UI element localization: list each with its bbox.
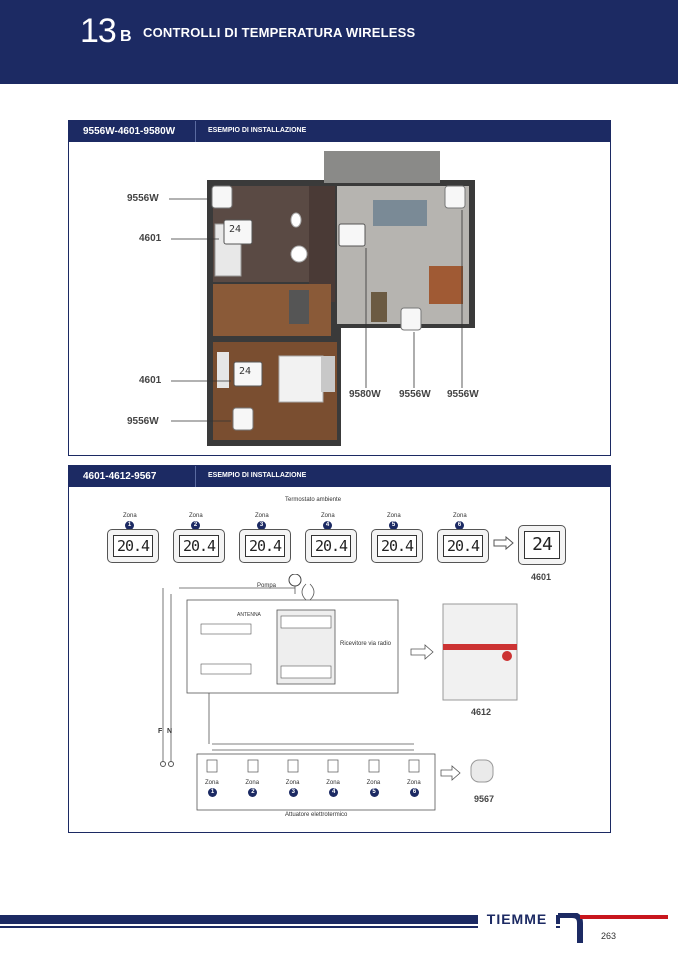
floor-plan-illustration: [69, 142, 610, 454]
actuator-zone-badge: 1: [208, 788, 217, 797]
chapter-letter: B: [120, 28, 132, 45]
label-4601-top: 4601: [139, 233, 162, 244]
zone-thermostat-display: 20.4: [443, 535, 483, 557]
zone-badge: 6: [455, 521, 464, 530]
label-4612: 4612: [471, 707, 492, 717]
floor-display-1: 24: [229, 224, 242, 235]
arrow-right-icon: [493, 536, 515, 550]
zone-label: Zona: [123, 513, 137, 519]
zone-badge: 2: [191, 521, 200, 530]
panel-2-code: 4601-4612-9567: [83, 471, 157, 482]
zone-badge: 5: [389, 521, 398, 530]
label-9556w-bottom: 9556W: [127, 416, 159, 427]
floor-display-2: 24: [239, 366, 252, 377]
brand-logo: TIEMME: [478, 911, 556, 928]
label-4601: 4601: [531, 572, 552, 582]
actuator-caption: Attuatore elettrotermico: [285, 812, 348, 818]
label-9556w-top: 9556W: [127, 193, 159, 204]
actuator-zone-badge: 2: [248, 788, 257, 797]
actuator-zone-label: Zona: [326, 780, 340, 786]
installation-panel-1: [68, 120, 611, 456]
zone-thermostat-display: 20.4: [311, 535, 351, 557]
chapter-number: 13: [80, 12, 116, 50]
panel-1-subtitle: ESEMPIO DI INSTALLAZIONE: [208, 127, 307, 134]
actuator-zone-label: Zona: [245, 780, 260, 786]
actuator-zone-badge: 3: [289, 788, 298, 797]
pump-label: Pompa: [257, 583, 277, 589]
label-n: N: [167, 728, 173, 735]
thermostat-4601: [518, 525, 566, 565]
label-9556w-center: 9556W: [399, 389, 431, 400]
zone-label: Zona: [255, 513, 269, 519]
zone-thermostat: [107, 529, 159, 563]
header-bar: [0, 0, 678, 84]
zone-thermostat: [371, 529, 423, 563]
zone-thermostat-display: 20.4: [377, 535, 417, 557]
thermostat-caption: Termostato ambiente: [285, 497, 342, 503]
zone-thermostat: [305, 529, 357, 563]
zone-badge: 3: [257, 521, 266, 530]
thermostat-4601-display: 24: [524, 531, 560, 559]
panel-1-code: 9556W-4601-9580W: [83, 126, 176, 137]
footer-line: [0, 926, 560, 928]
page-number: 263: [601, 931, 617, 941]
label-4601-bottom: 4601: [139, 375, 162, 386]
label-9580w: 9580W: [349, 389, 381, 400]
actuator-zone-badge: 4: [329, 788, 338, 797]
zone-label: Zona: [189, 513, 203, 519]
receiver-label: Ricevitore via radio: [340, 641, 392, 647]
wiring-diagram: [69, 574, 610, 824]
label-f: F: [158, 728, 163, 735]
zone-label: Zona: [453, 513, 467, 519]
panel-2-subtitle: ESEMPIO DI INSTALLAZIONE: [208, 472, 307, 479]
actuator-zone-label: Zona: [285, 780, 300, 786]
zone-thermostat: [173, 529, 225, 563]
actuator-zone-label: Zona: [366, 780, 381, 786]
installation-panel-2: [68, 465, 611, 833]
panel-1-header: [69, 121, 610, 142]
zone-thermostat-display: 20.4: [113, 535, 153, 557]
zone-badge: 4: [323, 521, 332, 530]
label-9556w-right: 9556W: [447, 389, 479, 400]
antenna-label: ANTENNA: [237, 612, 261, 618]
zone-thermostat: [239, 529, 291, 563]
panel-1-separator: [195, 121, 196, 142]
actuator-zone-badge: 5: [370, 788, 379, 797]
chapter-title: CONTROLLI DI TEMPERATURA WIRELESS: [143, 25, 416, 40]
panel-2-header: [69, 466, 610, 487]
label-9567: 9567: [474, 794, 495, 804]
panel-2-separator: [195, 466, 196, 487]
zone-badge: 1: [125, 521, 134, 530]
zone-thermostat: [437, 529, 489, 563]
zone-label: Zona: [387, 513, 401, 519]
zone-label: Zona: [321, 513, 335, 519]
zone-thermostat-display: 20.4: [245, 535, 285, 557]
actuator-zone-label: Zona: [205, 780, 219, 786]
footer-bar: [0, 915, 560, 924]
actuator-zone-badge: 6: [410, 788, 419, 797]
actuator-zone-label: Zona: [407, 780, 421, 786]
zone-thermostat-display: 20.4: [179, 535, 219, 557]
